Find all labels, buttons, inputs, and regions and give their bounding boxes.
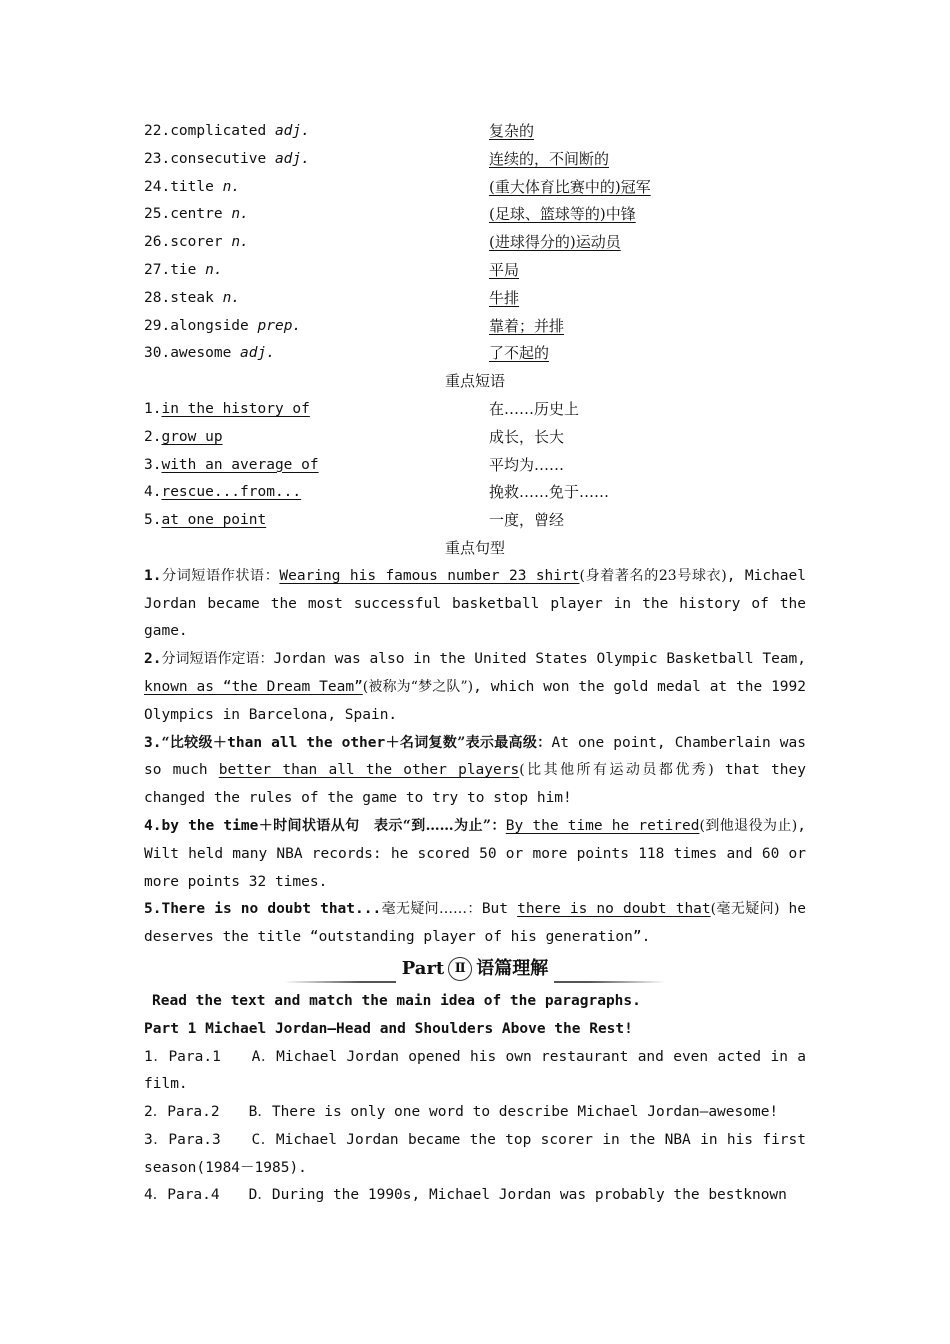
sentence-answer: known as “the Dream Team” [144, 678, 363, 695]
match-item: 3．Para.3 C．Michael Jordan became the top scorer in the NBA in his first season(1984－1985). [144, 1131, 806, 1176]
phrase-item [144, 507, 806, 535]
part-numeral-badge: Ⅱ [448, 957, 472, 981]
sentence-text: Jordan was also in the United States Olympic Basketball Team, [273, 651, 807, 668]
sentence-rule: 分词短语作状语： [161, 567, 280, 584]
phrase-answer: in the history of [161, 400, 310, 417]
sentence-pattern-2 [144, 646, 806, 729]
vocab-pos: n. [231, 206, 249, 223]
sentence-answer: By the time he retired [505, 817, 700, 834]
part1-title: Part 1 Michael Jordan—Head and Shoulders Above the Rest! [144, 1020, 633, 1037]
vocab-item [144, 118, 806, 146]
vocab-word: 24.title [144, 178, 223, 195]
sentence-gloss: (被称为“梦之队”) [362, 678, 474, 695]
vocab-meaning: 靠着；并排 [489, 316, 565, 335]
vocab-word: 30.awesome [144, 345, 241, 362]
phrase-meaning: 成长，长大 [489, 427, 565, 446]
vocab-meaning: 复杂的 [489, 122, 535, 140]
vocab-word: 29.alongside [144, 317, 258, 334]
sentence-rule: “比较级＋ [161, 734, 228, 751]
vocab-pos: n. [205, 261, 223, 278]
vocab-meaning: (足球、篮球等的)中锋 [489, 205, 636, 224]
phrase-item [144, 479, 806, 507]
sentences-heading: 重点句型 [444, 538, 505, 557]
sentence-rule: 分词短语作定语： [161, 651, 274, 668]
sentence-rule-en: There is no doubt that... [161, 901, 382, 918]
phrase-answer: with an average of [161, 456, 319, 473]
sentence-pattern-5 [144, 896, 806, 952]
phrase-item [144, 452, 806, 480]
part-banner [144, 954, 806, 988]
vocab-item [144, 313, 806, 341]
sentence-pattern-4 [144, 813, 806, 896]
phrase-meaning: 一度，曾经 [489, 511, 565, 530]
sentence-gloss: (身着著名的23号球衣) [579, 567, 727, 584]
part-title-heading [396, 954, 555, 984]
vocab-meaning: (重大体育比赛中的)冠军 [489, 177, 651, 196]
sentence-gloss: (比其他所有运动员都优秀) [519, 762, 714, 779]
vocab-pos: adj. [274, 150, 310, 167]
sentence-rule: 毫无疑问……： [381, 901, 482, 918]
vocab-item [144, 201, 806, 229]
sentence-number: 3. [144, 734, 162, 751]
vocab-item [144, 285, 806, 313]
vocab-pos: n. [231, 234, 249, 251]
sentence-rule: ＋时间状语从句 表示“到……为止”： [258, 817, 506, 834]
sentence-answer: Wearing his famous number 23 shirt [279, 567, 580, 584]
task-instruction: Read the text and match the main idea of the paragraphs. [152, 992, 641, 1009]
phrase-item [144, 424, 806, 452]
sentence-number: 5. [144, 901, 162, 918]
sentence-number: 4. [144, 817, 162, 834]
phrase-answer: rescue...from... [161, 484, 302, 501]
phrase-number: 1. [144, 400, 162, 417]
phrase-number: 4. [144, 484, 162, 501]
vocab-word: 26.scorer [144, 234, 232, 251]
vocab-item [144, 174, 806, 202]
phrase-list [144, 396, 806, 535]
match-item: 2．Para.2 B．There is only one word to describe Michael Jordan—awesome! [144, 1104, 779, 1121]
vocab-pos: n. [222, 178, 241, 195]
vocab-word: 23.consecutive [144, 150, 275, 167]
sentence-pattern-3 [144, 730, 806, 813]
vocab-item [144, 257, 806, 285]
sentence-text: he deserves the title “outstanding player of his generation”. [144, 901, 806, 946]
phrase-number: 3. [144, 456, 162, 473]
vocab-meaning: 连续的，不间断的 [489, 149, 610, 168]
match-item: 1．Para.1 A．Michael Jordan opened his own restaurant and even acted in a film. [144, 1048, 806, 1093]
phrases-heading: 重点短语 [444, 372, 505, 391]
sentence-text: But [481, 901, 518, 918]
vocab-item [144, 340, 806, 368]
vocab-meaning: 了不起的 [489, 344, 550, 363]
vocab-pos: n. [222, 289, 241, 306]
vocab-meaning: (进球得分的)运动员 [489, 233, 621, 252]
sentence-text: , Michael Jordan became the most successful basketball player in the history of the game. [144, 567, 806, 640]
phrase-number: 5. [144, 512, 162, 529]
phrase-item [144, 396, 806, 424]
vocab-pos: prep. [257, 317, 302, 334]
sentence-answer: better than all the other players [218, 762, 520, 779]
phrase-meaning: 在……历史上 [489, 399, 580, 418]
document-page [144, 118, 806, 1210]
vocab-item [144, 229, 806, 257]
sentence-rule: ＋名词复数”表示最高级： [385, 734, 552, 751]
vocab-pos: adj. [274, 123, 310, 139]
vocab-word: 27.tie [144, 261, 206, 278]
phrase-meaning: 挽救……免于…… [489, 483, 610, 502]
vocab-word: 22.complicated [144, 123, 275, 139]
phrase-answer: at one point [161, 512, 267, 529]
sentence-text: At one point, Chamberlain was so much [144, 734, 806, 779]
vocab-meaning: 平局 [489, 260, 520, 279]
vocab-word: 25.centre [144, 206, 232, 223]
vocab-meaning: 牛排 [489, 288, 520, 307]
sentence-number: 1. [144, 567, 162, 584]
phrase-number: 2. [144, 428, 162, 445]
match-item: 4．Para.4 D．During the 1990s, Michael Jordan was probably the bestknown [144, 1187, 787, 1204]
sentence-gloss: (毫无疑问) [710, 901, 780, 918]
part-title: 语篇理解 [476, 957, 549, 979]
vocab-list [144, 118, 806, 368]
sentence-number: 2. [144, 651, 162, 668]
vocab-item [144, 146, 806, 174]
part-label: Part [401, 957, 445, 979]
sentence-rule-en: by the time [161, 817, 259, 834]
vocab-pos: adj. [240, 345, 275, 362]
sentence-text: , which won the gold medal at the 1992 Olympics in Barcelona, Spain. [144, 678, 806, 723]
vocab-word: 28.steak [144, 289, 223, 306]
sentence-pattern-1 [144, 563, 806, 646]
phrase-answer: grow up [161, 428, 223, 445]
sentence-text: that they changed the rules of the game to try to stop him! [144, 762, 806, 807]
phrase-meaning: 平均为…… [489, 455, 565, 474]
sentence-rule-en: than all the other [227, 734, 386, 751]
sentence-text: , Wilt held many NBA records: he scored 50 or more points 118 times and 60 or more points 32 times. [144, 817, 806, 890]
sentence-gloss: (到他退役为止) [699, 817, 798, 834]
sentence-answer: there is no doubt that [517, 901, 711, 918]
